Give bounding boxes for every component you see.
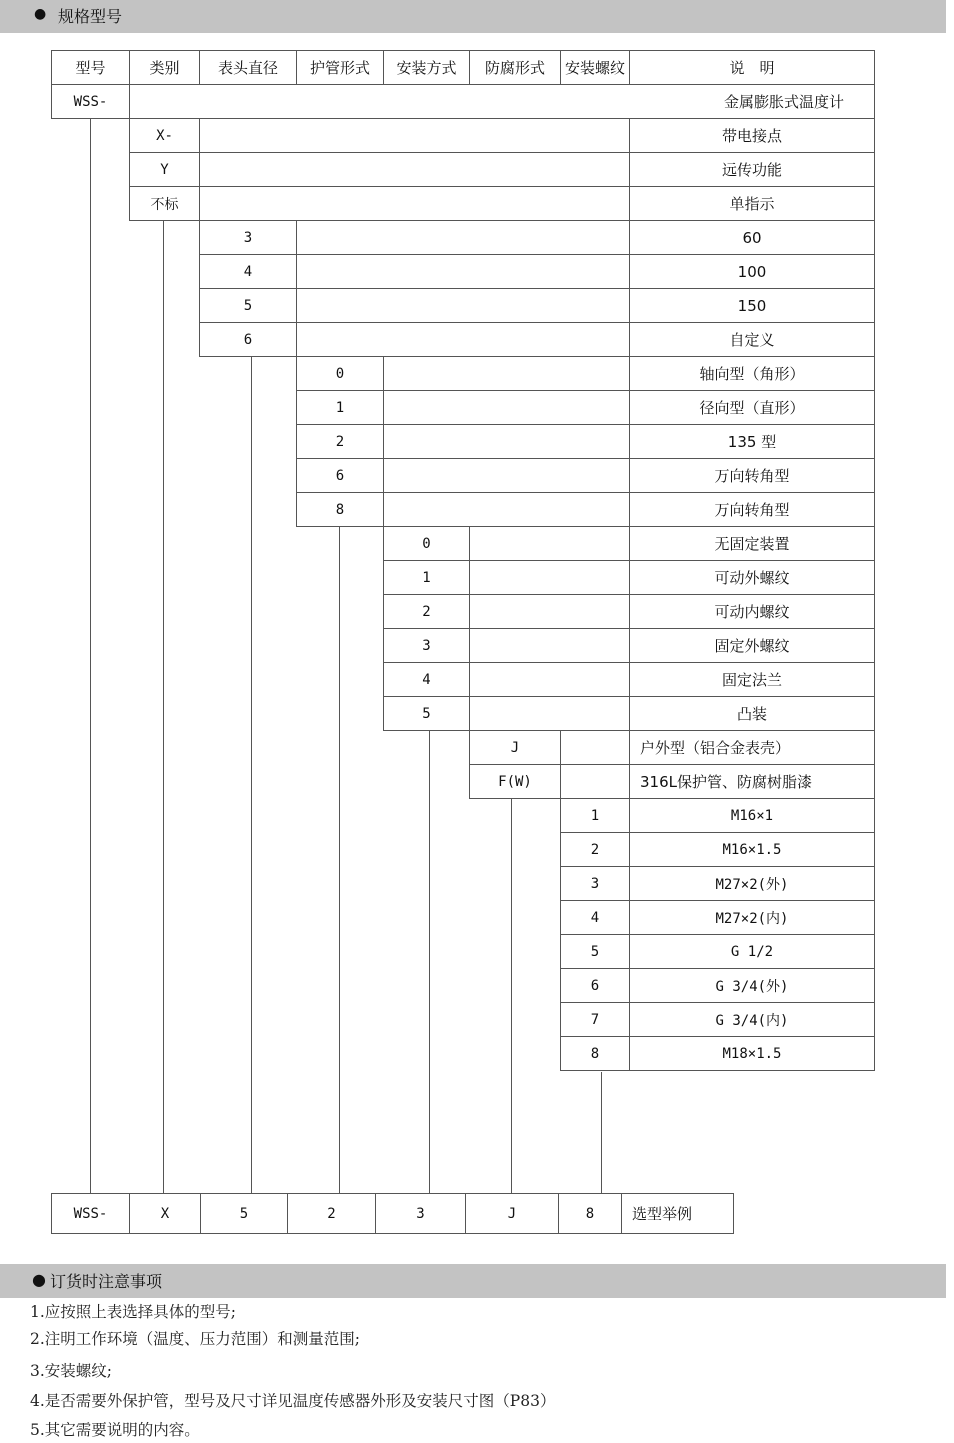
thread-code: 4: [560, 900, 630, 935]
install-method-desc: 凸装: [629, 696, 875, 731]
dial-size-code: 5: [199, 288, 297, 323]
thread-desc: G 3/4(内): [629, 1002, 875, 1037]
order-note-item: 4.是否需要外保护管，型号及尺寸详见温度传感器外形及安装尺寸图（P83）: [30, 1392, 556, 1410]
install-method-desc: 固定外螺纹: [629, 628, 875, 663]
category-code: X-: [129, 118, 200, 153]
connector-line: [251, 357, 252, 1193]
install-method-desc: 固定法兰: [629, 662, 875, 697]
model-desc: 金属膨胀式温度计: [129, 84, 875, 119]
tube-form-desc: 135 型: [629, 424, 875, 459]
install-method-desc: 可动外螺纹: [629, 560, 875, 595]
order-note-item: 5.其它需要说明的内容。: [30, 1421, 200, 1439]
tube-form-blank: [383, 458, 630, 493]
tube-form-blank: [383, 390, 630, 425]
header-cell: 类别: [129, 50, 200, 85]
tube-form-code: 8: [296, 492, 384, 527]
anti-corrosion-code: F(W): [469, 764, 561, 799]
dial-size-blank: [296, 288, 630, 323]
install-method-blank: [469, 628, 630, 663]
thread-desc: M18×1.5: [629, 1036, 875, 1071]
dial-size-code: 4: [199, 254, 297, 289]
dial-size-desc: 自定义: [629, 322, 875, 357]
category-desc: 单指示: [629, 186, 875, 221]
header-cell: 安装方式: [383, 50, 470, 85]
header-cell: 说 明: [629, 50, 875, 85]
install-method-blank: [469, 594, 630, 629]
section-header-spec: [0, 0, 946, 33]
anti-corrosion-desc: 316L保护管、防腐树脂漆: [629, 764, 875, 799]
category-blank: [199, 118, 630, 153]
tube-form-desc: 万向转角型: [629, 458, 875, 493]
section-header-order: [0, 1264, 946, 1298]
connector-line: [339, 527, 340, 1193]
bullet-icon: ●: [34, 6, 47, 22]
connector-line: [601, 1072, 602, 1193]
thread-code: 1: [560, 798, 630, 833]
category-blank: [199, 152, 630, 187]
thread-desc: M16×1: [629, 798, 875, 833]
anti-corrosion-code: J: [469, 730, 561, 765]
model-code: WSS-: [51, 84, 130, 119]
section-title-spec: 规格型号: [58, 7, 123, 26]
anti-corrosion-desc: 户外型（铝合金表壳）: [629, 730, 875, 765]
anti-corrosion-blank: [560, 730, 630, 765]
install-method-code: 2: [383, 594, 470, 629]
category-desc: 远传功能: [629, 152, 875, 187]
install-method-code: 4: [383, 662, 470, 697]
install-method-code: 5: [383, 696, 470, 731]
thread-code: 8: [560, 1036, 630, 1071]
tube-form-code: 6: [296, 458, 384, 493]
thread-desc: M27×2(外): [629, 866, 875, 901]
tube-form-blank: [383, 356, 630, 391]
thread-code: 6: [560, 968, 630, 1003]
install-method-blank: [469, 526, 630, 561]
connector-line: [90, 118, 91, 1193]
anti-corrosion-blank: [560, 764, 630, 799]
bullet-icon: ●: [32, 1270, 46, 1289]
tube-form-desc: 轴向型（角形）: [629, 356, 875, 391]
thread-code: 3: [560, 866, 630, 901]
tube-form-desc: 万向转角型: [629, 492, 875, 527]
install-method-blank: [469, 662, 630, 697]
thread-desc: M27×2(内): [629, 900, 875, 935]
order-note-item: 3.安装螺纹;: [30, 1362, 113, 1380]
thread-desc: G 3/4(外): [629, 968, 875, 1003]
install-method-code: 3: [383, 628, 470, 663]
thread-code: 2: [560, 832, 630, 867]
install-method-blank: [469, 560, 630, 595]
tube-form-code: 0: [296, 356, 384, 391]
example-value: J: [465, 1193, 559, 1234]
header-cell: 型号: [51, 50, 130, 85]
thread-desc: G 1/2: [629, 934, 875, 969]
connector-line: [511, 799, 512, 1193]
install-method-desc: 无固定装置: [629, 526, 875, 561]
category-code: 不标: [129, 186, 200, 221]
install-method-code: 1: [383, 560, 470, 595]
connector-line: [163, 220, 164, 1193]
header-cell: 防腐形式: [469, 50, 561, 85]
tube-form-code: 2: [296, 424, 384, 459]
example-value: X: [129, 1193, 201, 1234]
tube-form-desc: 径向型（直形）: [629, 390, 875, 425]
tube-form-blank: [383, 492, 630, 527]
category-desc: 带电接点: [629, 118, 875, 153]
example-value: 8: [558, 1193, 622, 1234]
thread-code: 5: [560, 934, 630, 969]
dial-size-blank: [296, 220, 630, 255]
section-title-order: 订货时注意事项: [50, 1272, 163, 1291]
dial-size-code: 6: [199, 322, 297, 357]
tube-form-code: 1: [296, 390, 384, 425]
example-label: 选型举例: [621, 1193, 734, 1234]
category-code: Y: [129, 152, 200, 187]
order-note-item: 1.应按照上表选择具体的型号;: [30, 1303, 237, 1321]
dial-size-desc: 150: [629, 288, 875, 323]
install-method-desc: 可动内螺纹: [629, 594, 875, 629]
connector-line: [429, 731, 430, 1193]
header-cell: 护管形式: [296, 50, 384, 85]
example-value: 2: [287, 1193, 376, 1234]
header-cell: 安装螺纹: [560, 50, 630, 85]
dial-size-blank: [296, 322, 630, 357]
dial-size-desc: 60: [629, 220, 875, 255]
tube-form-blank: [383, 424, 630, 459]
dial-size-desc: 100: [629, 254, 875, 289]
example-value: WSS-: [51, 1193, 130, 1234]
dial-size-blank: [296, 254, 630, 289]
thread-desc: M16×1.5: [629, 832, 875, 867]
category-blank: [199, 186, 630, 221]
order-note-item: 2.注明工作环境（温度、压力范围）和测量范围;: [30, 1330, 361, 1348]
thread-code: 7: [560, 1002, 630, 1037]
example-value: 5: [200, 1193, 288, 1234]
install-method-code: 0: [383, 526, 470, 561]
dial-size-code: 3: [199, 220, 297, 255]
example-value: 3: [375, 1193, 466, 1234]
install-method-blank: [469, 696, 630, 731]
header-cell: 表头直径: [199, 50, 297, 85]
